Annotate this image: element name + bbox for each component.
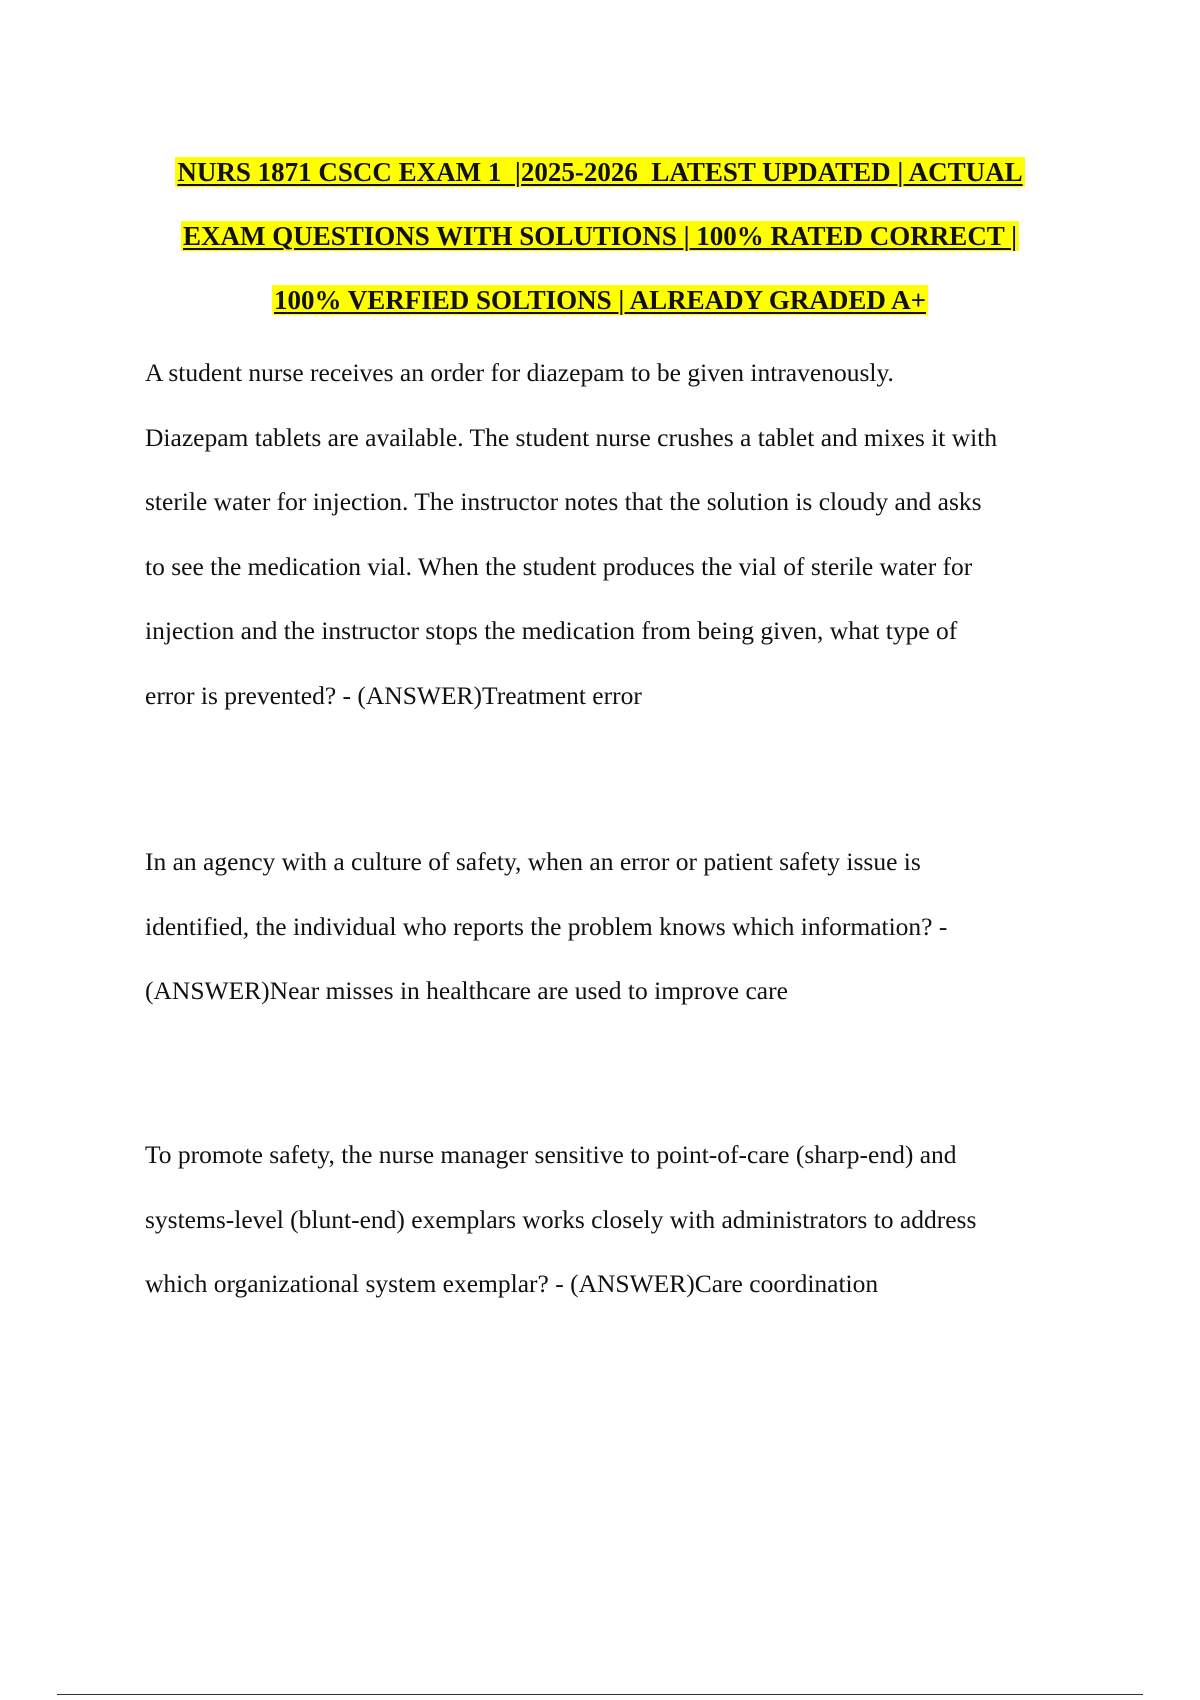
title-line-text: 100% VERFIED SOLTIONS | ALREADY GRADED A+ [274, 285, 926, 315]
title-line-text: EXAM QUESTIONS WITH SOLUTIONS | 100% RATED CORRECT | [182, 221, 1018, 251]
question-line: identified, the individual who reports the problem knows which information? - [145, 911, 948, 941]
question-answer-2 [145, 830, 1095, 1024]
document-title [0, 140, 1200, 332]
title-line [0, 204, 1200, 268]
title-line [0, 140, 1200, 204]
question-line: to see the medication vial. When the student produces the vial of sterile water for [145, 551, 973, 581]
question-line: In an agency with a culture of safety, when an error or patient safety issue is [145, 847, 921, 876]
question-line: which organizational system exemplar? - (ANSWER)Care coordination [145, 1269, 879, 1298]
question-line: Diazepam tablets are available. The student nurse crushes a tablet and mixes it with [145, 422, 998, 452]
question-line: injection and the instructor stops the medication from being given, what type of [145, 616, 958, 645]
question-line: (ANSWER)Near misses in healthcare are used to improve care [145, 976, 788, 1005]
title-line [0, 268, 1200, 332]
question-line: To promote safety, the nurse manager sensitive to point-of-care (sharp-end) and [145, 1140, 957, 1169]
title-line-text: NURS 1871 CSCC EXAM 1 |2025-2026 LATEST UPDATED | ACTUAL [177, 157, 1023, 187]
question-line: systems-level (blunt-end) exemplars works closely with administrators to address [145, 1204, 977, 1234]
footer-divider [57, 1694, 1143, 1695]
question-answer-3 [145, 1123, 1095, 1317]
question-line: A student nurse receives an order for diazepam to be given intravenously. [145, 358, 894, 387]
question-answer-1 [145, 341, 1095, 728]
question-line: error is prevented? - (ANSWER)Treatment error [145, 680, 642, 710]
question-line: sterile water for injection. The instructor notes that the solution is cloudy and asks [145, 487, 982, 516]
